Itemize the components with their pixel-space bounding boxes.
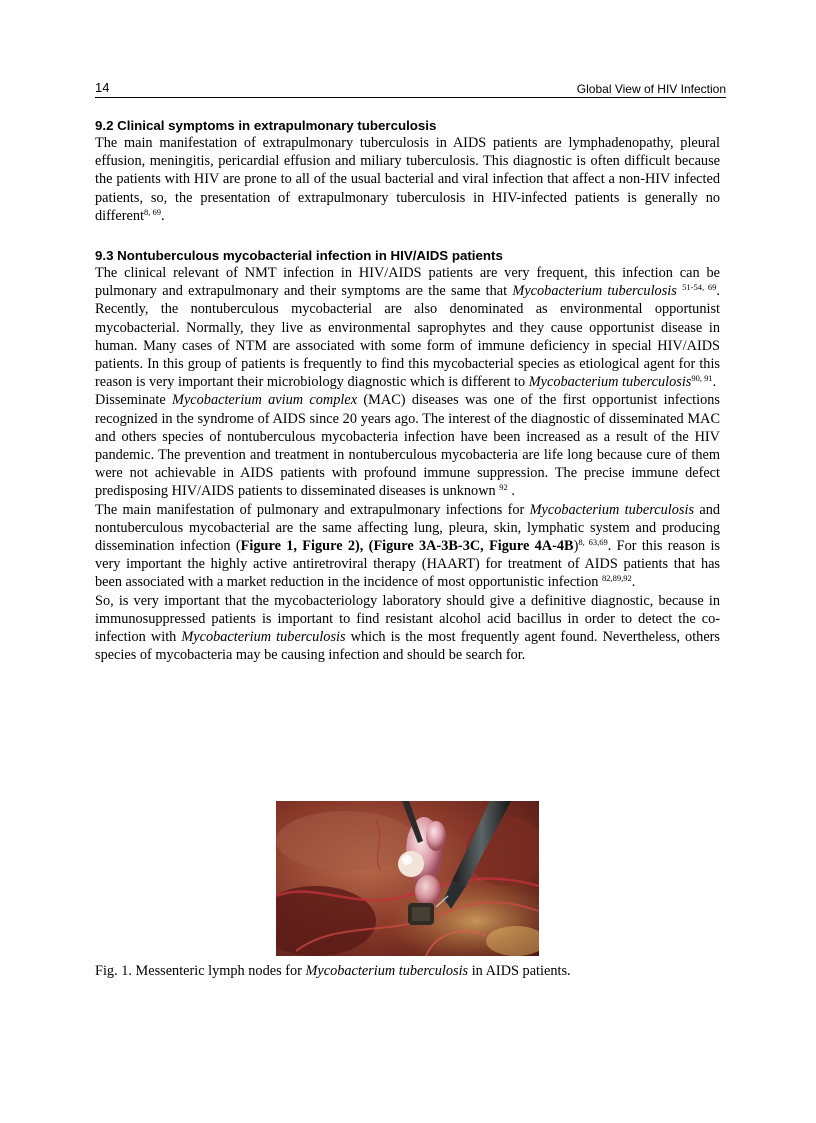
- paragraph: So, is very important that the mycobacteriology laboratory should give a definitive diagnostic, because in immunosuppressed patients is important to find resistant alcohol acid bacillus in order to detect the co-infection with Mycobacterium tuberculosis which is the most frequently agent found. Nevertheless, others species of mycobacteria may be causing infection and should be search for.: [95, 592, 720, 664]
- citation: 51-54, 69: [682, 282, 717, 293]
- figure-reference: Figure 1, Figure 2), (Figure 3A-3B-3C, Figure 4A-4B: [240, 538, 574, 555]
- paragraph: Disseminate Mycobacterium avium complex (MAC) diseases was one of the first opportunist infections recognized in the syndrome of AIDS since 20 years ago. The interest of the diagnostic of disseminated MAC and others species of nontuberculous mycobacteria infection have been increased as a result of the HIV pandemic. The prevention and treatment in nontuberculous mycobacteria are life long because cure of them were not achievable in AIDS patients with profound immune suppression. The precise immune defect predisposing HIV/AIDS patients to disseminated diseases is unknown $^{92}$ .: [95, 392, 720, 500]
- page-header: [95, 80, 726, 98]
- citation: 8, 63,69: [578, 537, 608, 548]
- figure-1-photo: [276, 801, 539, 956]
- citation: 92: [499, 482, 508, 493]
- paragraph: The main manifestation of extrapulmonary tuberculosis in AIDS patients are lymphadenopathy, pleural effusion, meningitis, pericardial effusion and miliary tuberculosis. This diagnostic is often difficult because the patients with HIV are prone to all of the usual bacterial and viral infection that affect a non-HIV infected patients, so, the presentation of extrapulmonary tuberculosis in HIV-infected patients is generally no different$^{8, 69}$.: [95, 135, 720, 224]
- paragraph: The clinical relevant of NMT infection in HIV/AIDS patients are very frequent, this infection can be pulmonary and extrapulmonary and their symptoms are the same that Mycobacterium tuberculosis $^{51-54, 69}$. Recently, the nontuberculous mycobacterial are also denominated as environmental opportunist mycobacterial. Normally, they live as environmental saprophytes and they cause opportunist disease in human. Many cases of NTM are associated with some form of immune deficiency in special HIV/AIDS patients. In this group of patients is frequently to find this mycobacterial species as etiological agent for this reason is very important their microbiology diagnostic which is different to Mycobacterium tuberculosis$^{90, 91}$.: [95, 265, 720, 391]
- section-heading-9-3: 9.3 Nontuberculous mycobacterial infection in HIV/AIDS patients: [95, 248, 503, 264]
- surgical-photo-illustration: [276, 801, 539, 956]
- paragraph: The main manifestation of pulmonary and extrapulmonary infections for Mycobacterium tuberculosis and nontuberculous mycobacterial are the same affecting lung, pleura, skin, lymphatic system and producing dissemination infection (Figure 1, Figure 2), (Figure 3A-3B-3C, Figure 4A-4B)$^{8, 63,69}$. For this reason is very important the highly active antiretroviral therapy (HAART) for treatment of AIDS patients that has been associated with a market reduction in the incidence of most opportunistic infection $^{82,89,92}$.: [95, 501, 720, 591]
- body-text: [95, 117, 720, 664]
- citation: 82,89,92: [602, 573, 632, 584]
- page-number: 14: [95, 80, 110, 95]
- running-title: Global View of HIV Infection: [576, 82, 726, 96]
- section-heading-9-2: 9.2 Clinical symptoms in extrapulmonary tuberculosis: [95, 118, 437, 133]
- figure-1-caption: Fig. 1. Messenteric lymph nodes for Mycobacterium tuberculosis in AIDS patients.: [95, 963, 571, 979]
- citation: 8, 69: [143, 206, 161, 217]
- citation: 90, 91: [691, 373, 713, 384]
